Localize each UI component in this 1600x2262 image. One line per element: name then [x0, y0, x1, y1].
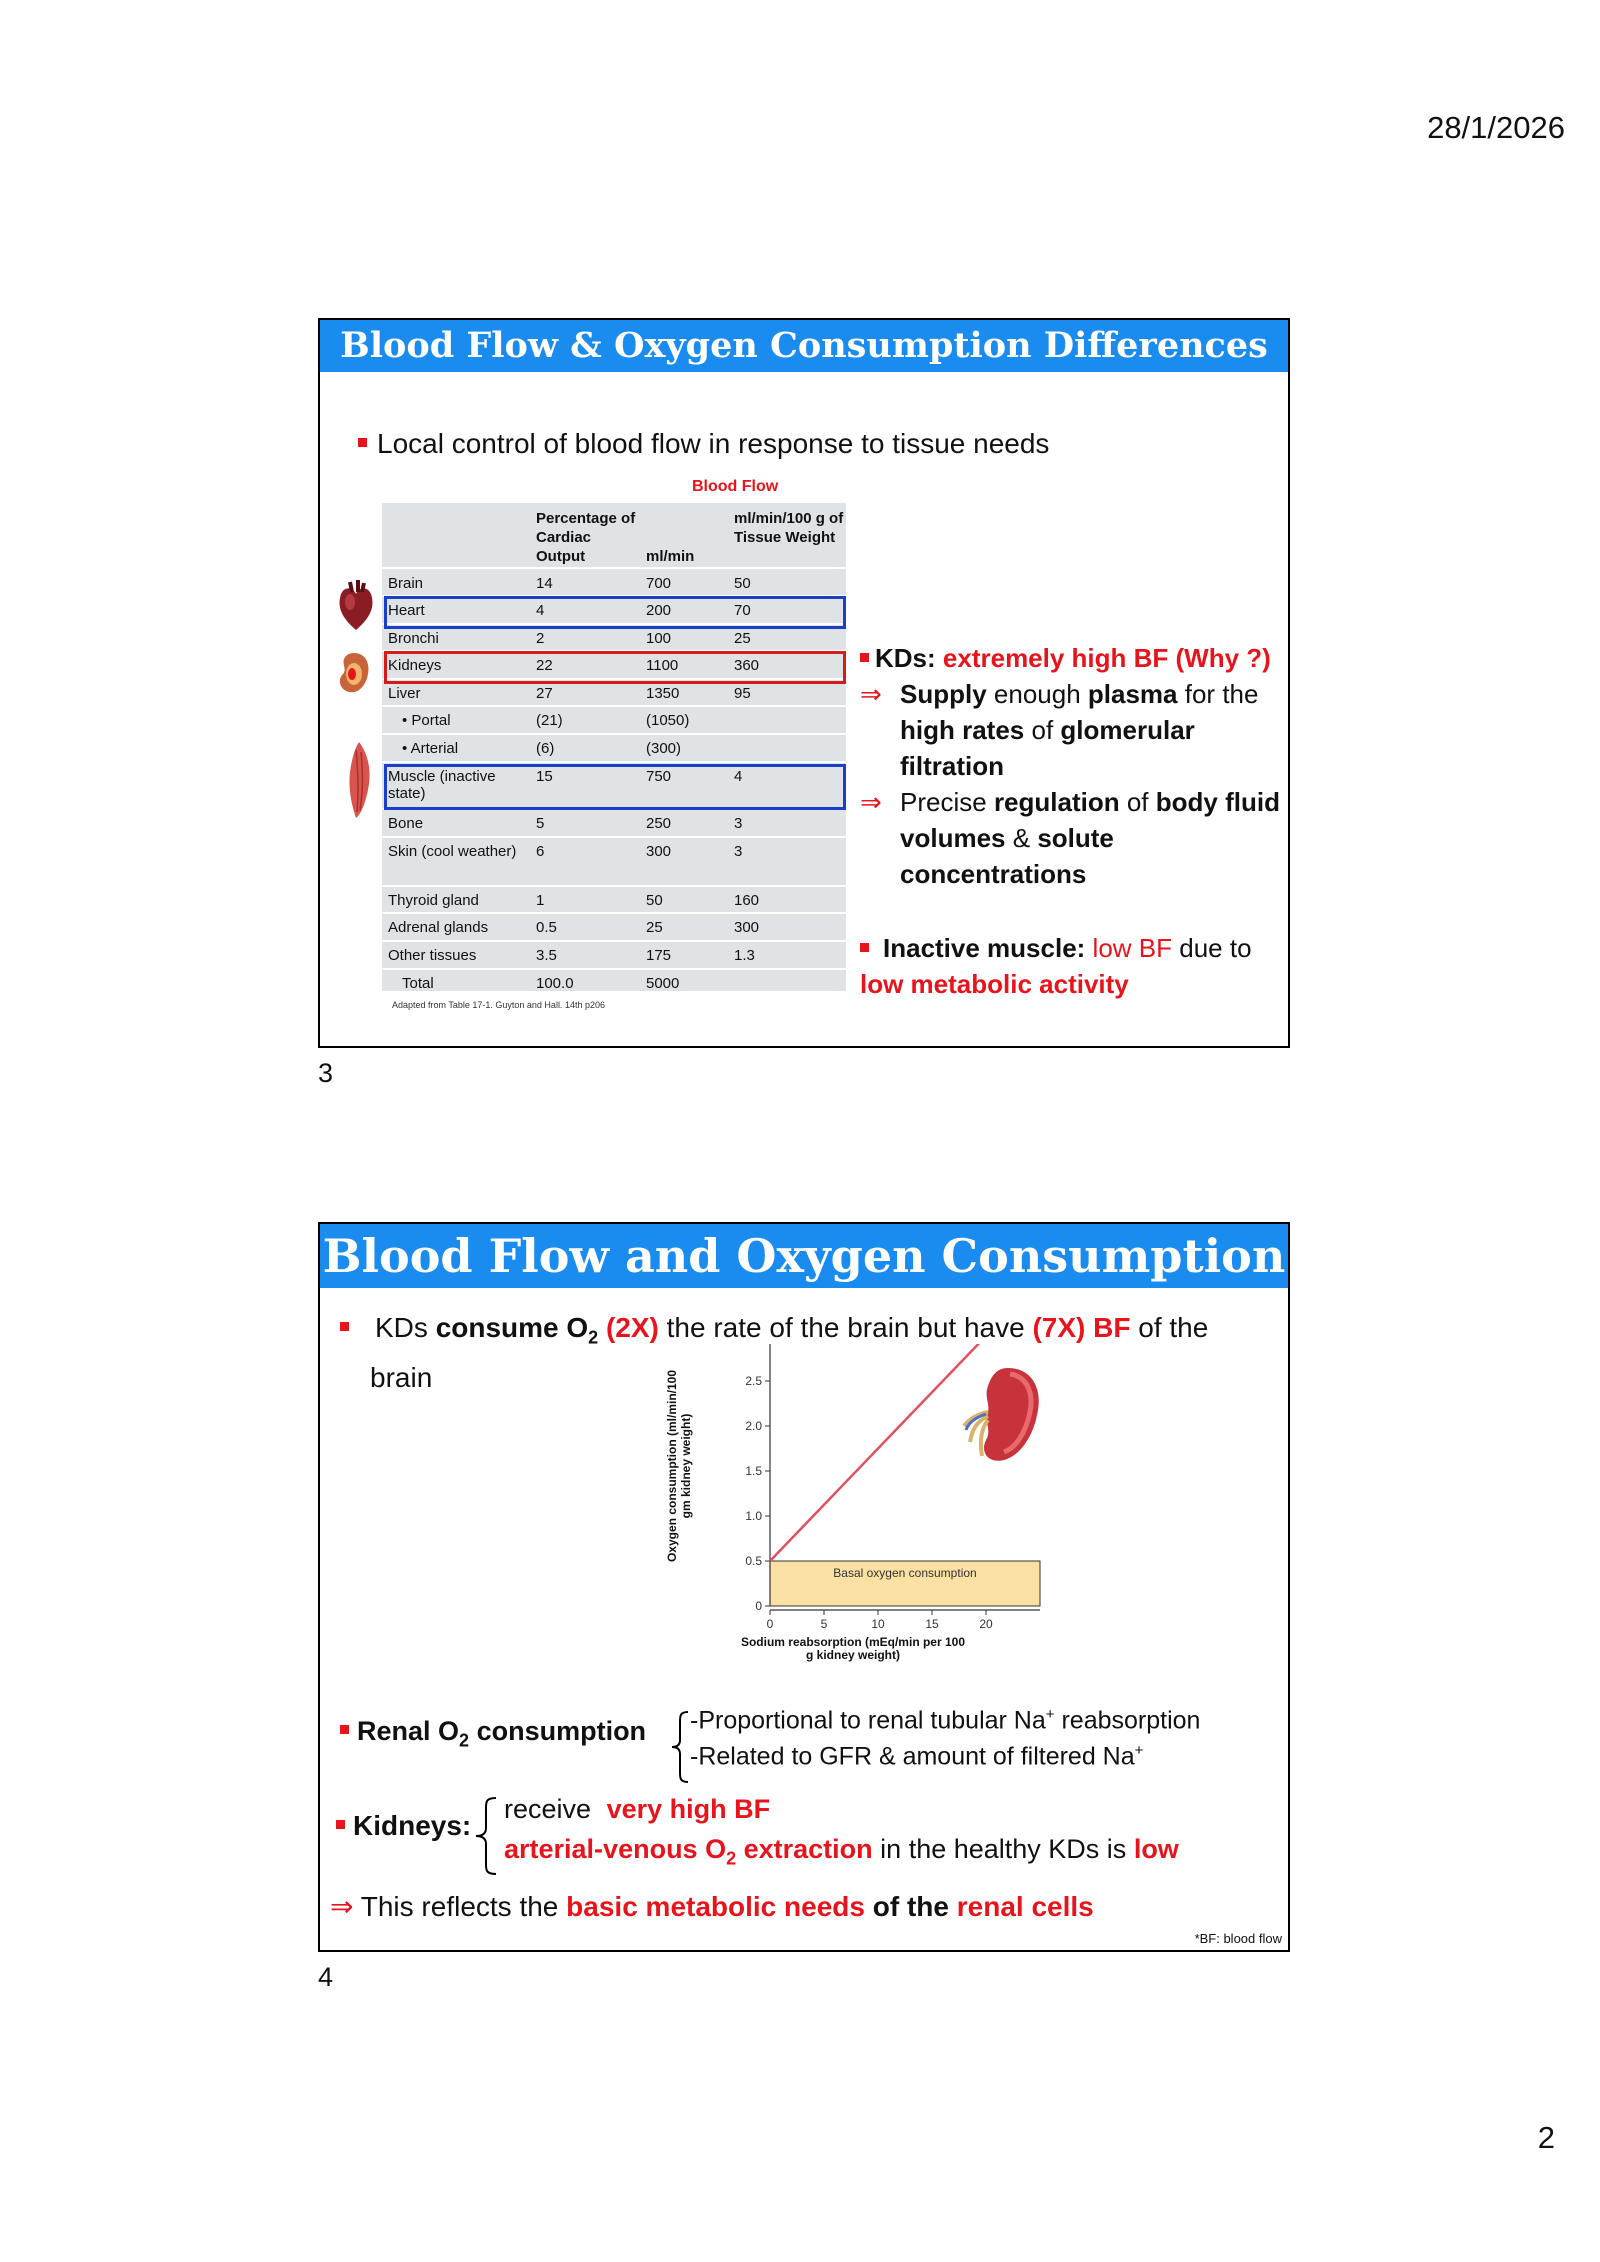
x-tick-label: 10 [871, 1617, 885, 1631]
table-row [382, 707, 846, 735]
table-cell: 3 [734, 843, 743, 860]
y-tick-label: 0.5 [745, 1554, 762, 1568]
table-cell: Liver [388, 685, 421, 702]
table-cell: (6) [536, 740, 555, 757]
kidneys-label: Kidneys: [336, 1810, 471, 1842]
y-tick-label: 0 [755, 1599, 762, 1613]
band-label: Basal oxygen consumption [833, 1566, 977, 1581]
x-tick-label: 15 [925, 1617, 939, 1631]
slide-3 [318, 318, 1290, 1048]
table-cell: 27 [536, 685, 553, 702]
table-cell: 3.5 [536, 947, 557, 964]
slide-4-bullet-1: KDs consume $O_2$ (2X) the rate of the brain but have (7X) BF of the brain [340, 1308, 1270, 1398]
table-cell: Bone [388, 815, 424, 832]
slide-3-bullet: Local control of blood flow in response to tissue needs [358, 428, 1049, 460]
muscle-block: Inactive muscle: low BF due to low metabolic activity [860, 933, 1252, 999]
renal-label: Renal $O_2$ consumption [340, 1716, 646, 1751]
table-cell: 50 [646, 892, 663, 909]
table-cell: 100.0 [536, 975, 574, 992]
table-cell: Total [402, 975, 434, 992]
oxygen-chart [660, 1344, 1100, 1672]
table-cell: 100 [646, 630, 672, 647]
table-cell: Other tissues [388, 947, 477, 964]
table-row [382, 970, 846, 993]
table-cell: 4 [536, 602, 545, 619]
x-tick-label: 20 [979, 1617, 993, 1631]
x-tick-label: 5 [820, 1617, 828, 1631]
bullet-square-icon [336, 1820, 345, 1829]
kds-point-1: ⇒ Supply enough plasma for the high rates of glomerular filtration [860, 676, 1280, 784]
slide-4-number: 4 [318, 1962, 334, 1992]
table-cell: 1350 [646, 685, 680, 702]
brace-icon [474, 1796, 498, 1876]
slide-3-title: Blood Flow & Oxygen Consumption Differences [320, 320, 1288, 372]
table-cell: Kidneys [388, 657, 442, 674]
table-row [382, 570, 846, 597]
kds-block [860, 640, 1280, 892]
table-cell: 5 [536, 815, 545, 832]
table-row [382, 680, 846, 707]
table-cell: • Portal [402, 712, 451, 729]
bullet-square-icon [358, 438, 367, 447]
table-group-header: Blood Flow [692, 478, 779, 495]
table-cell: 360 [734, 657, 760, 674]
table-source: Adapted from Table 17-1. Guyton and Hall. 14th p206 [392, 1000, 605, 1010]
table-cell: 1 [536, 892, 545, 909]
table-cell: Muscle (inactive state) [388, 768, 496, 802]
kds-point-2: ⇒ Precise regulation of body fluid volumes & solute concentrations [860, 784, 1280, 892]
table-cell: 50 [734, 575, 751, 592]
kidney-row-highlight [384, 651, 846, 684]
table-cell: 14 [536, 575, 553, 592]
table-cell: 25 [646, 919, 663, 936]
table-cell: 3 [734, 815, 743, 832]
table-cell: Brain [388, 575, 424, 592]
table-row [382, 625, 846, 652]
footnote: *BF: blood flow [1194, 1931, 1282, 1946]
table-cell: 300 [646, 843, 672, 860]
page-date: 28/1/2026 [1427, 110, 1565, 145]
table-cell: 1100 [646, 657, 679, 674]
slide-3-number: 3 [318, 1058, 334, 1088]
table-cell: 95 [734, 685, 751, 702]
arrow-right-icon: ⇒ [860, 679, 882, 709]
table-row [382, 735, 846, 763]
bullet-square-icon [340, 1725, 349, 1734]
table-cell: Skin (cool weather) [388, 843, 517, 860]
table-cell: 200 [646, 602, 672, 619]
bullet-square-icon [340, 1322, 349, 1331]
y-tick-label: 1.0 [745, 1509, 762, 1523]
chart-y-label: Oxygen consumption (ml/min/100 gm kidney weight) [665, 1369, 693, 1563]
bullet-square-icon [860, 653, 869, 662]
table-cell: 22 [536, 657, 553, 674]
renal-line-1: -Proportional to renal tubular Na+ reabsorption [690, 1706, 1201, 1735]
table-cell: (300) [646, 740, 682, 757]
kidney-icon [334, 650, 372, 696]
series-line [770, 1344, 986, 1561]
table-cell: Heart [388, 602, 425, 619]
table-cell: 750 [646, 768, 672, 785]
table-cell: Adrenal glands [388, 919, 489, 936]
table-cell: 4 [734, 768, 743, 785]
table-cell: 2 [536, 630, 545, 647]
table-row [382, 887, 846, 914]
slide-4-title: Blood Flow and Oxygen Consumption [320, 1224, 1288, 1288]
page-number: 2 [1537, 2120, 1555, 2155]
slide-4 [318, 1222, 1290, 1952]
table-cell: Bronchi [388, 630, 439, 647]
table-cell: 175 [646, 947, 672, 964]
brace-icon [670, 1710, 690, 1784]
kidney-illustration [958, 1364, 1048, 1472]
y-tick-label: 2.0 [745, 1419, 762, 1433]
heart-row-highlight [384, 596, 846, 629]
table-cell: 6 [536, 843, 545, 860]
table-cell: 1.3 [734, 947, 755, 964]
heart-icon [336, 578, 376, 632]
table-cell: 250 [646, 815, 672, 832]
blood-flow-table [382, 503, 846, 993]
table-row [382, 838, 846, 887]
table-cell: 5000 [646, 975, 680, 992]
renal-line-2: -Related to GFR & amount of filtered Na+ [690, 1742, 1144, 1771]
kidneys-line-2: arterial-venous $O_2$ extraction in the healthy KDs is low [504, 1834, 1179, 1869]
arrow-right-icon: ⇒ [330, 1891, 354, 1922]
table-cell: 25 [734, 630, 751, 647]
table-cell: (21) [536, 712, 563, 729]
table-cell: 160 [734, 892, 760, 909]
conclusion: ⇒ This reflects the basic metabolic needs of the renal cells [330, 1891, 1094, 1922]
table-row [382, 810, 846, 838]
table-cell: 70 [734, 602, 751, 619]
arrow-right-icon: ⇒ [860, 787, 882, 817]
kidneys-line-1: receive very high BF [504, 1794, 771, 1824]
table-cell: 700 [646, 575, 672, 592]
table-cell: 300 [734, 919, 760, 936]
y-tick-label: 1.5 [745, 1464, 762, 1478]
y-tick-label: 2.5 [745, 1374, 762, 1388]
bullet-square-icon [860, 943, 869, 952]
chart-x-label: Sodium reabsorption (mEq/min per 100 g kidney weight) [740, 1635, 966, 1662]
muscle-row-highlight [384, 764, 846, 810]
table-cell: Thyroid gland [388, 892, 479, 909]
table-cell: • Arterial [402, 740, 459, 757]
table-cell: 0.5 [536, 919, 557, 936]
table-row [382, 942, 846, 970]
kds-heading: KDs: extremely high BF (Why ?) [860, 640, 1280, 676]
table-row [382, 914, 846, 942]
x-tick-label: 0 [766, 1617, 774, 1631]
table-cell: (1050) [646, 712, 690, 729]
table-header-row: Percentage of Cardiac Output ml/min ml/min/100 g of Tissue Weight [382, 503, 846, 569]
muscle-icon [344, 740, 374, 820]
table-cell: 15 [536, 768, 553, 785]
